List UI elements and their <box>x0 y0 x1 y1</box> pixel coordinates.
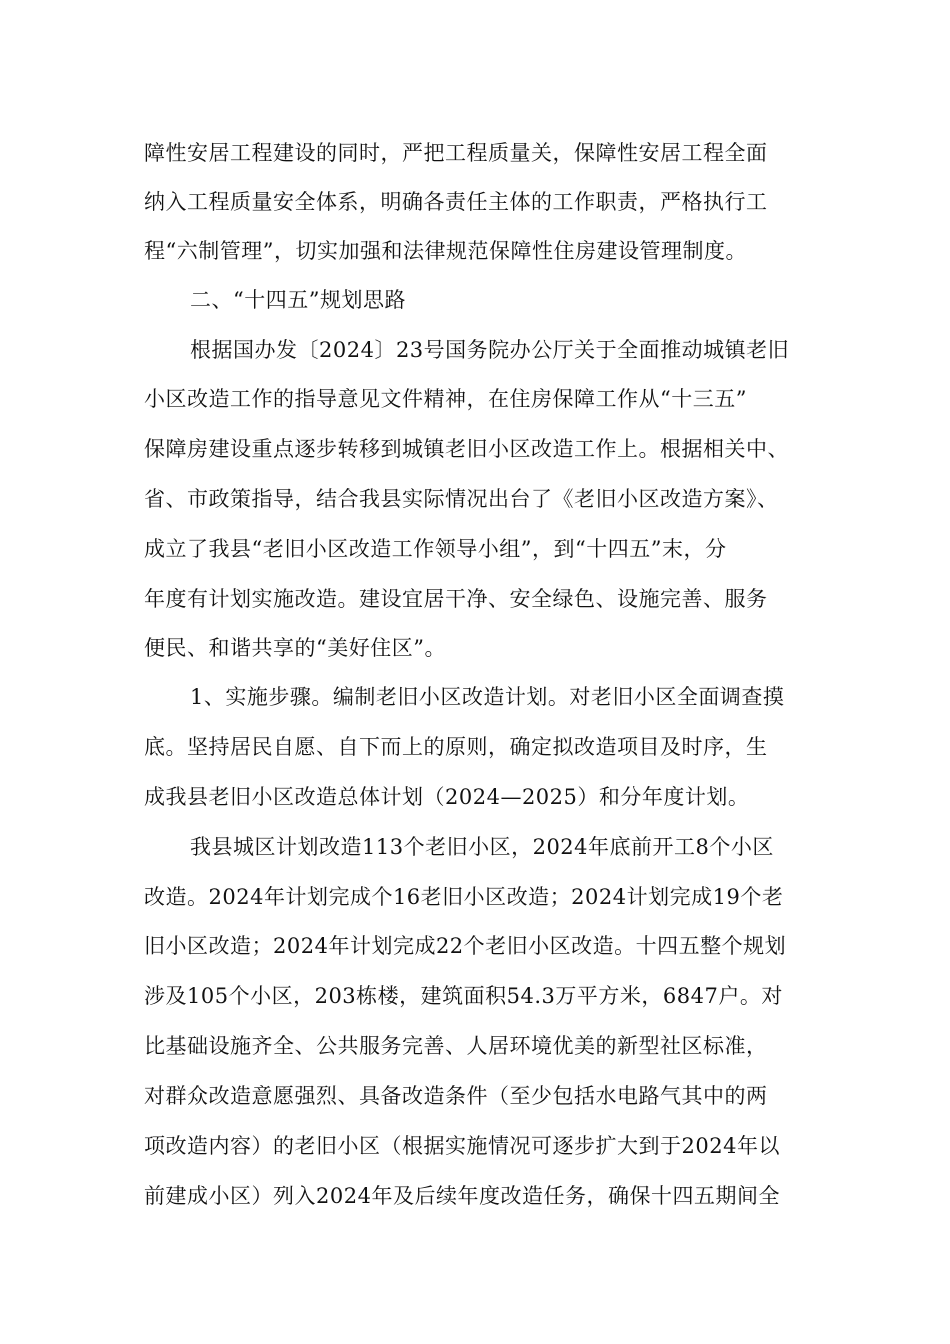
body-text-line: 旧小区改造；2024年计划完成22个老旧小区改造。十四五整个规划 <box>144 934 787 958</box>
body-text-line: 项改造内容）的老旧小区（根据实施情况可逐步扩大到于2024年以 <box>144 1134 780 1158</box>
body-text-line: 我县城区计划改造113个老旧小区，2024年底前开工8个小区 <box>190 835 774 859</box>
body-text-line: 前建成小区）列入2024年及后续年度改造任务，确保十四五期间全 <box>144 1184 780 1208</box>
body-text-line: 成我县老旧小区改造总体计划（2024—2025）和分年度计划。 <box>144 785 750 809</box>
body-text-line: 比基础设施齐全、公共服务完善、人居环境优美的新型社区标准， <box>144 1034 768 1058</box>
body-text-line: 程“六制管理”，切实加强和法律规范保障性住房建设管理制度。 <box>144 239 747 263</box>
body-text-line: 底。坚持居民自愿、自下而上的原则，确定拟改造项目及时序，生 <box>144 735 768 759</box>
section-heading: 二、“十四五”规划思路 <box>190 288 406 312</box>
body-text-line: 年度有计划实施改造。建设宜居干净、安全绿色、设施完善、服务 <box>144 587 768 611</box>
body-text-line: 成立了我县“老旧小区改造工作领导小组”，到“十四五”末，分 <box>144 537 727 561</box>
body-text-line: 保障房建设重点逐步转移到城镇老旧小区改造工作上。根据相关中、 <box>144 437 789 461</box>
body-text-line: 纳入工程质量安全体系，明确各责任主体的工作职责，严格执行工 <box>144 190 768 214</box>
body-text-line: 涉及105个小区，203栋楼，建筑面积54.3万平方米，6847户。对 <box>144 984 783 1008</box>
body-text-line: 对群众改造意愿强烈、具备改造条件（至少包括水电路气其中的两 <box>144 1084 768 1108</box>
body-text-line: 改造。2024年计划完成个16老旧小区改造；2024计划完成19个老 <box>144 885 784 909</box>
body-text-line: 便民、和谐共享的“美好住区”。 <box>144 636 446 660</box>
body-text-line: 根据国办发〔2024〕23号国务院办公厅关于全面推动城镇老旧 <box>190 338 790 362</box>
body-text-line: 障性安居工程建设的同时，严把工程质量关，保障性安居工程全面 <box>144 141 768 165</box>
body-text-line: 省、市政策指导，结合我县实际情况出台了《老旧小区改造方案》、 <box>144 487 779 511</box>
body-text-line: 小区改造工作的指导意见文件精神，在住房保障工作从“十三五” <box>144 387 747 411</box>
body-text-line: 1、实施步骤。编制老旧小区改造计划。对老旧小区全面调查摸 <box>190 685 785 709</box>
